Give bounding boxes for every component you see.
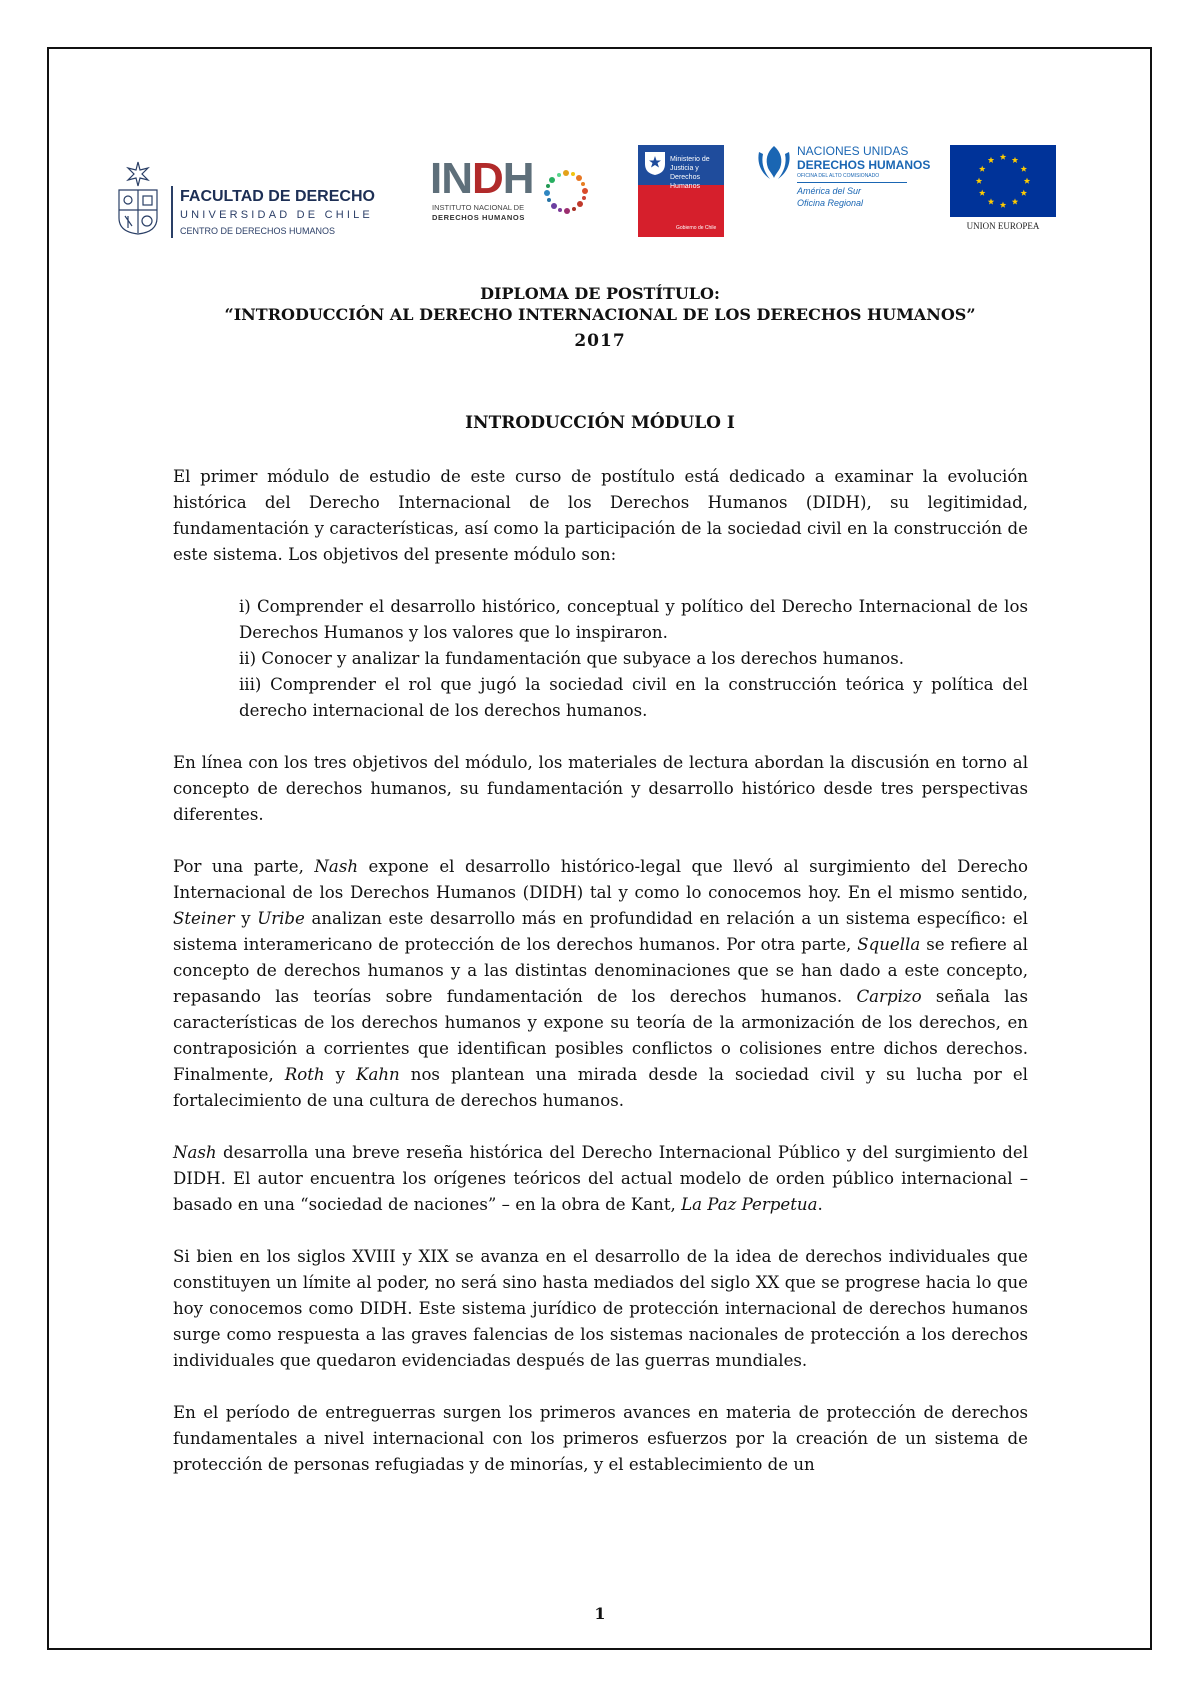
indh-wordmark: INDH <box>430 154 534 203</box>
paragraph-authors: Por una parte, Nash expone el desarrollo histórico-legal que llevó al surgimiento del Derecho Internacional de los Derechos Humanos (DIDH) tal y como lo conocemos hoy. En el mismo sentido, Steiner y Uribe analizan este desarrollo más en profundidad en relación a un sistema específico: el sistema interamericano de protección de los derechos humanos. Por otra parte, Squella se refiere al concepto de derechos humanos y a las distintas denominaciones que se han dado a este concepto, repasando las teorías sobre fundamentación de los derechos humanos. Carpizo señala las características de los derechos humanos y expone su teoría de la armonización de los derechos, en contraposición a corrientes que identifican posibles conflictos o colisiones entre dichos derechos. Finalmente, Roth y Kahn nos plantean una mirada desde la sociedad civil y su lucha por el fortalecimiento de una cultura de derechos humanos. <box>173 857 1029 1110</box>
paragraph-perspectives: En línea con los tres objetivos del módulo, los materiales de lectura abordan la discusión en torno al concepto de derechos humanos, su fundamentación y desarrollo histórico desde tres perspectivas diferentes. <box>173 753 1028 824</box>
onu-derechos-humanos-logo <box>755 142 945 222</box>
objective-item: iii) Comprender el rol que jugó la sociedad civil en la construcción teórica y política del derecho internacional de los derechos humanos. <box>239 675 1028 720</box>
university-crest-icon <box>115 160 161 236</box>
objective-item: i) Comprender el desarrollo histórico, conceptual y político del Derecho Internacional de los Derechos Humanos y los valores que lo inspiraron. <box>239 597 1028 642</box>
un-line-5: Oficina Regional <box>797 198 864 208</box>
chile-shield-icon <box>643 150 667 176</box>
author-name: Steiner <box>173 909 235 928</box>
facultad-title: FACULTAD DE DERECHO <box>180 188 375 205</box>
un-laurel-icon <box>755 142 793 182</box>
page-number: 1 <box>594 1604 606 1623</box>
dotted-ring-icon <box>543 169 589 215</box>
un-divider <box>797 182 907 183</box>
eu-flag-icon <box>950 145 1056 217</box>
paragraph-nash: Nash desarrolla una breve reseña histórica del Derecho Internacional Público y del surgimiento del DIDH. El autor encuentra los orígenes teóricos del actual modelo de orden público internacional –basado en una “sociedad de naciones” – en la obra de Kant, La Paz Perpetua. <box>173 1143 1028 1214</box>
un-line-1: NACIONES UNIDAS <box>797 144 909 158</box>
indh-subtitle-1: INSTITUTO NACIONAL DE <box>432 203 525 212</box>
document-body <box>173 464 1028 1504</box>
indh-logo <box>430 150 600 240</box>
union-europea-logo <box>950 145 1056 237</box>
author-name: Kahn <box>356 1065 400 1084</box>
indh-subtitle-2: DERECHOS HUMANOS <box>432 213 525 222</box>
un-line-3: OFICINA DEL ALTO COMISIONADO <box>797 173 880 179</box>
document-header <box>100 283 1100 357</box>
logo-bar <box>115 144 1055 245</box>
author-name: Carpizo <box>856 987 922 1006</box>
facultad-derecho-logo <box>115 152 375 244</box>
ministerio-name: Ministerio de Justicia y Derechos Humanos <box>670 156 710 190</box>
un-line-4: América del Sur <box>797 186 862 196</box>
author-name: Nash <box>314 857 359 876</box>
paragraph-interwar: En el período de entreguerras surgen los primeros avances en materia de protección de derechos fundamentales a nivel internacional con los primeros esfuerzos por la creación de un sistema de protección de personas refugiadas y de minorías, y el establecimiento de un <box>173 1403 1028 1474</box>
logo-divider <box>171 186 173 238</box>
un-line-2: DERECHOS HUMANOS <box>797 158 931 172</box>
ministerio-logo <box>638 145 724 237</box>
paragraph-history: Si bien en los siglos XVIII y XIX se avanza en el desarrollo de la idea de derechos individuales que constituyen un límite al poder, no será sino hasta mediados del siglo XX que se progrese hacia lo que hoy conocemos como DIDH. Este sistema jurídico de protección internacional de derechos humanos surge como respuesta a las graves falencias de los sistemas nacionales de protección a los derechos individuales que quedaron evidenciadas después de las guerras mundiales. <box>173 1247 1028 1370</box>
author-name: Nash <box>173 1143 217 1162</box>
paragraph-intro: El primer módulo de estudio de este curso de postítulo está dedicado a examinar la evolución histórica del Derecho Internacional de los Derechos Humanos (DIDH), su legitimidad, fundamentación y características, así como la participación de la sociedad civil en la construcción de este sistema. Los objetivos del presente módulo son: <box>173 467 1028 564</box>
objectives-list <box>239 594 1028 724</box>
centro-name: CENTRO DE DERECHOS HUMANOS <box>180 226 336 236</box>
ministerio-blue-band <box>638 145 724 190</box>
diploma-title: DIPLOMA DE POSTÍTULO: <box>480 284 720 303</box>
work-title: La Paz Perpetua <box>681 1195 818 1214</box>
course-year: 2017 <box>574 331 626 351</box>
gobierno-label: Gobierno de Chile <box>676 225 717 231</box>
author-name: Uribe <box>257 909 305 928</box>
universidad-name: UNIVERSIDAD DE CHILE <box>180 209 373 221</box>
author-name: Roth <box>284 1065 325 1084</box>
author-name: Squella <box>857 935 921 954</box>
section-title: INTRODUCCIÓN MÓDULO I <box>465 413 735 433</box>
eu-label: UNION EUROPEA <box>966 221 1040 231</box>
objective-item: ii) Conocer y analizar la fundamentación que subyace a los derechos humanos. <box>239 649 905 668</box>
course-title: “INTRODUCCIÓN AL DERECHO INTERNACIONAL DE LOS DERECHOS HUMANOS” <box>224 305 976 324</box>
